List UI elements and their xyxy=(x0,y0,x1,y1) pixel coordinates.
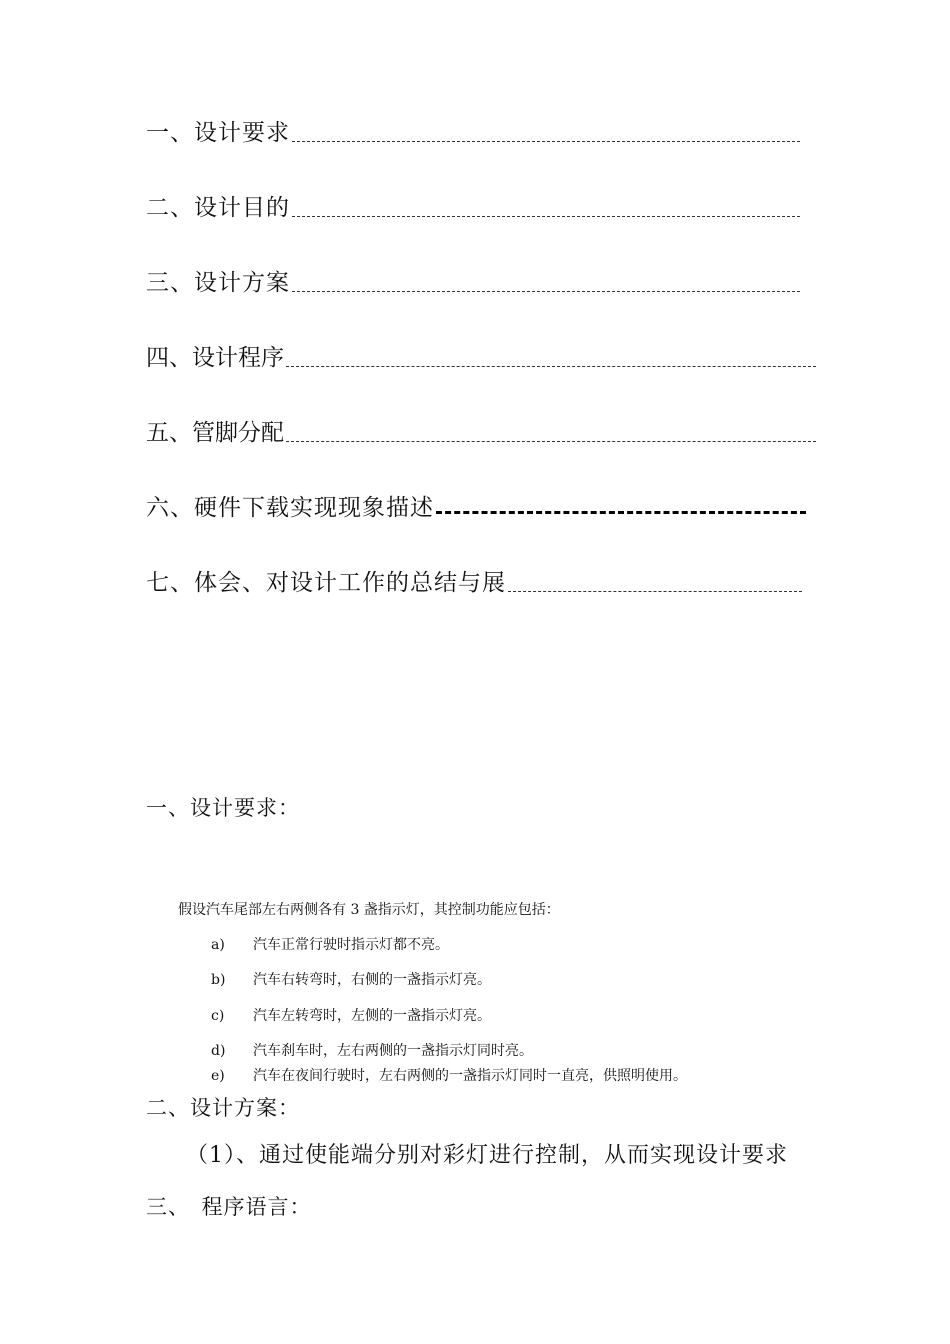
toc-leader xyxy=(286,366,816,367)
section-heading-requirements: 一、设计要求： xyxy=(146,796,300,820)
toc-label: 一、设计要求 xyxy=(146,120,290,146)
plan-text: （1）、通过使能端分别对彩灯进行控制，从而实现设计要求 xyxy=(186,1143,788,1168)
section-heading-program-language: 三、 程序语言： xyxy=(146,1195,312,1219)
list-text: 汽车在夜间行驶时，左右两侧的一盏指示灯同时一直亮，供照明使用。 xyxy=(253,1068,687,1084)
list-marker: e) xyxy=(211,1068,225,1084)
list-text: 汽车正常行驶时指示灯都不亮。 xyxy=(253,937,449,953)
toc-item-1 xyxy=(146,118,800,148)
toc-label: 二、设计目的 xyxy=(146,195,290,221)
toc-leader xyxy=(508,591,802,592)
toc-label: 七、体会、对设计工作的总结与展 xyxy=(146,570,506,596)
toc-leader xyxy=(292,291,800,292)
list-text: 汽车刹车时，左右两侧的一盏指示灯同时亮。 xyxy=(253,1043,533,1059)
toc-label: 四、设计程序 xyxy=(146,345,284,371)
toc-item-2 xyxy=(146,193,800,223)
toc-item-4 xyxy=(146,343,816,373)
toc-item-7 xyxy=(146,568,802,598)
toc-label: 五、管脚分配 xyxy=(146,420,284,446)
list-marker: b) xyxy=(211,972,226,988)
list-text: 汽车右转弯时，右侧的一盏指示灯亮。 xyxy=(253,972,491,988)
toc-item-3 xyxy=(146,268,800,298)
section-heading-plan: 二、设计方案： xyxy=(146,1096,300,1120)
toc-leader xyxy=(292,216,800,217)
toc-label: 六、硬件下载实现现象描述 xyxy=(146,495,434,521)
toc-label: 三、设计方案 xyxy=(146,270,290,296)
toc-leader xyxy=(292,141,800,142)
requirements-intro: 假设汽车尾部左右两侧各有 3 盏指示灯，其控制功能应包括： xyxy=(178,902,560,918)
list-marker: c) xyxy=(211,1008,225,1024)
list-marker: a) xyxy=(211,937,225,953)
list-marker: d) xyxy=(211,1043,226,1059)
toc-leader xyxy=(436,511,806,514)
list-text: 汽车左转弯时，左侧的一盏指示灯亮。 xyxy=(253,1008,491,1024)
toc-leader xyxy=(286,441,816,442)
toc-item-6 xyxy=(146,493,806,523)
toc-item-5 xyxy=(146,418,816,448)
